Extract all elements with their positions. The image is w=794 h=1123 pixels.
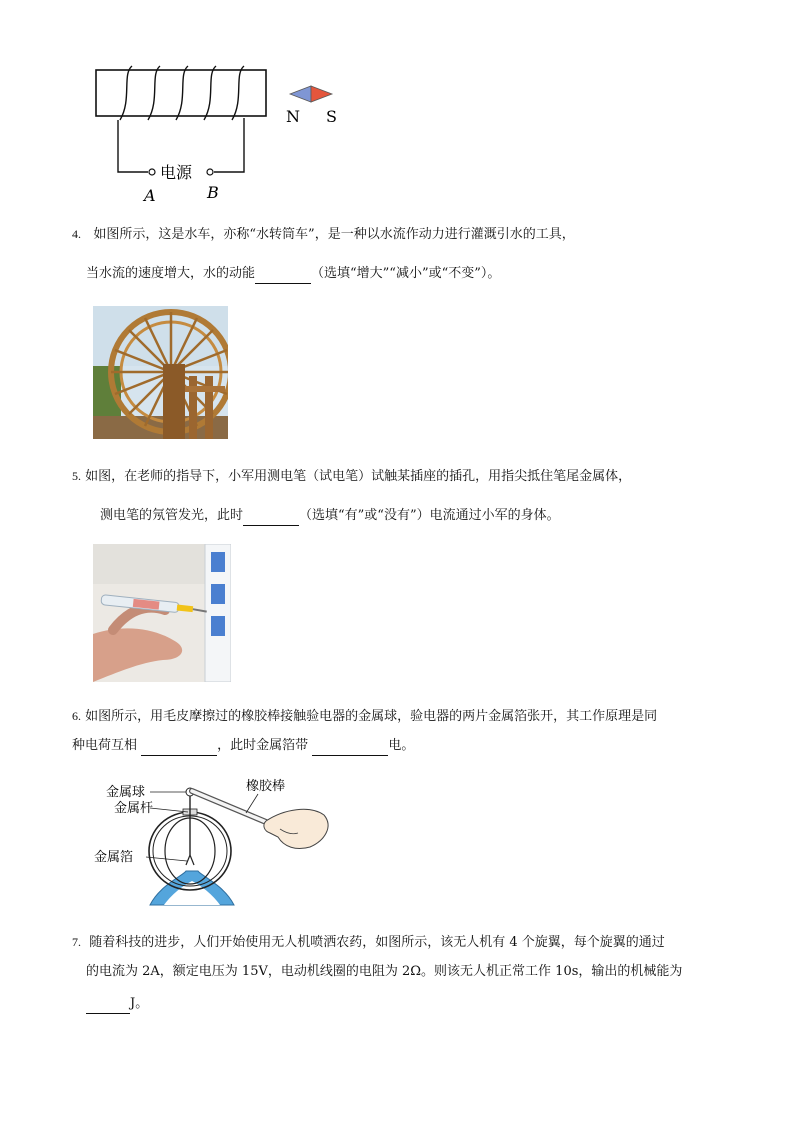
question-text: （选填“有”或“没有”）电流通过小军的身体。 [299, 508, 560, 523]
label-metal-rod: 金属杆 [114, 801, 154, 816]
question-text: 的电流为 2A，额定电压为 15V，电动机线圈的电阻为 2Ω。则该无人机正常工作 10s，输出的机械能为 [86, 964, 683, 979]
question-4-line2 [86, 264, 500, 284]
question-text: 如图所示，这是水车，亦称“水转筒车”，是一种以水流作动力进行灌溉引水的工具， [93, 227, 575, 242]
test-pen-photo [93, 544, 231, 682]
question-4-line1 [72, 224, 575, 245]
question-7-line3 [86, 994, 148, 1014]
question-text: 如图，在老师的指导下，小军用测电笔（试电笔）试触某插座的插孔，用指尖抵住笔尾金属体， [85, 469, 632, 484]
terminal-b-label: B [207, 183, 219, 202]
question-5-line2 [100, 506, 560, 526]
north-label: N [286, 107, 300, 126]
question-text: 当水流的速度增大，水的动能 [86, 266, 256, 281]
question-text: 种电荷互相 [72, 738, 138, 753]
answer-blank[interactable] [312, 741, 388, 756]
answer-blank[interactable] [255, 269, 311, 284]
electroscope-figure [88, 775, 338, 915]
wire-right [214, 118, 244, 172]
south-label: S [326, 107, 337, 126]
terminal-a [149, 169, 155, 175]
question-number: 6. [72, 709, 81, 723]
answer-blank[interactable] [243, 511, 299, 526]
label-metal-foil: 金属箔 [94, 850, 134, 865]
answer-blank[interactable] [141, 741, 217, 756]
question-number: 7. [72, 935, 81, 949]
question-text: （选填“增大”“减小”或“不变”）。 [311, 266, 501, 281]
solenoid-figure [90, 60, 350, 205]
question-number: 4. [72, 227, 81, 241]
wire-left [118, 120, 148, 172]
terminal-b [207, 169, 213, 175]
question-6-line2 [72, 736, 414, 756]
question-number: 5. [72, 469, 81, 483]
terminal-a-label: A [144, 186, 156, 205]
question-text: 电。 [388, 738, 415, 753]
question-text: 如图所示，用毛皮摩擦过的橡胶棒接触验电器的金属球，验电器的两片金属箔张开，其工作原理是同 [85, 709, 658, 724]
compass-needle [290, 86, 332, 102]
question-text: 测电笔的氖管发光，此时 [100, 508, 244, 523]
coil-turns [120, 66, 244, 120]
waterwheel-photo [93, 306, 228, 439]
question-6-line1 [72, 706, 657, 727]
question-text: ，此时金属箔带 [217, 738, 309, 753]
power-label: 电源 [160, 163, 193, 182]
answer-blank[interactable] [86, 999, 130, 1014]
label-metal-ball: 金属球 [106, 785, 146, 800]
label-rubber-rod: 橡胶棒 [246, 779, 286, 794]
question-7-line2 [86, 962, 682, 982]
question-7-line1 [72, 932, 665, 953]
question-text: 随着科技的进步，人们开始使用无人机喷洒农药，如图所示，该无人机有 4 个旋翼，每个旋翼的通过 [89, 935, 665, 950]
question-5-line1 [72, 466, 631, 487]
question-text: J。 [130, 996, 149, 1011]
